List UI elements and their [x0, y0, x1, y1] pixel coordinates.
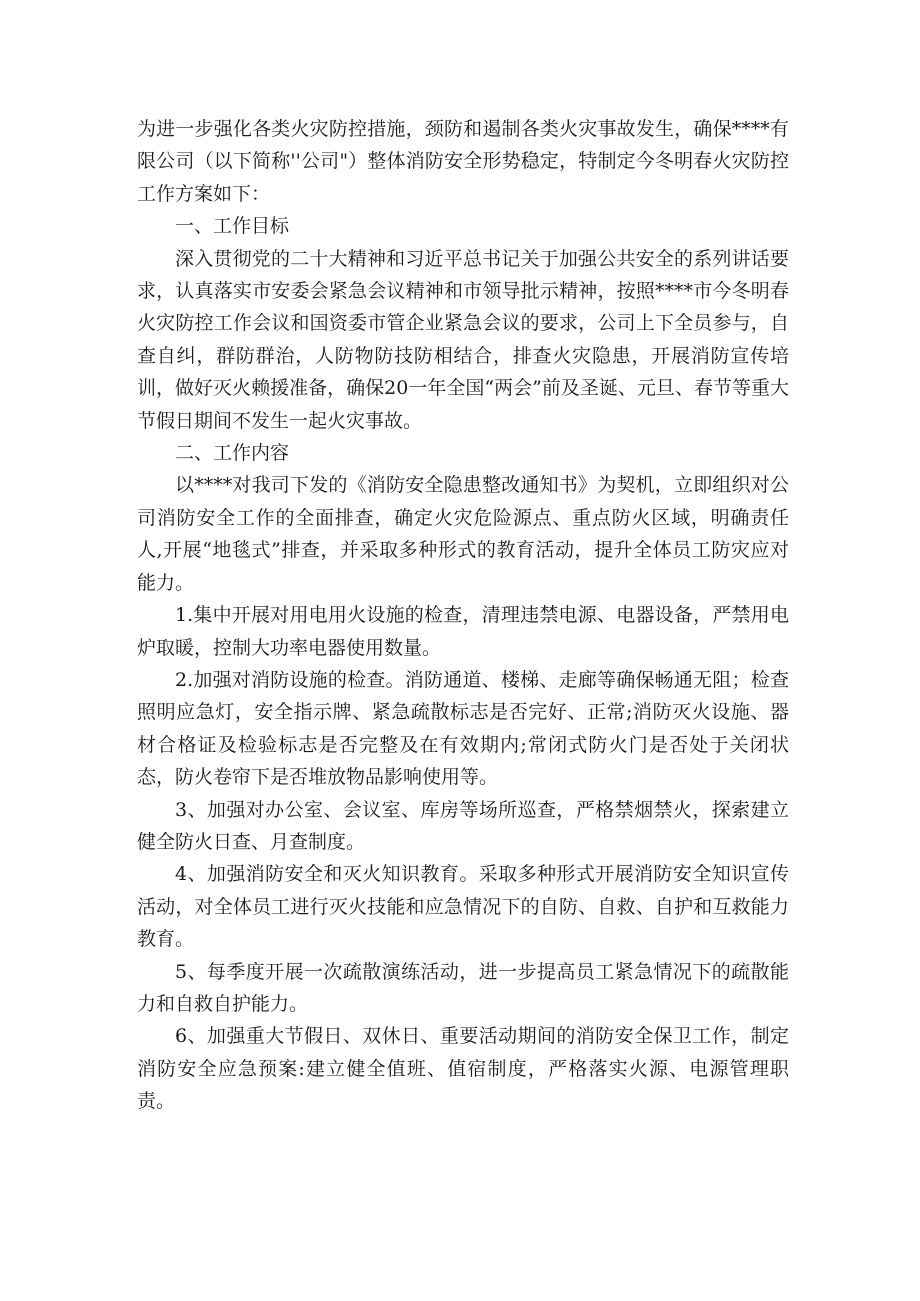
section-heading-goals: 一、工作目标: [175, 215, 290, 238]
item-1-paragraph: 1.集中开展对用电用火设施的检查，清理违禁电源、电器设备，严禁用电炉取暖，控制大功率电器使用数量。: [137, 604, 789, 659]
intro-paragraph: 为进一步强化各类火灾防控措施，颈防和遏制各类火灾事故发生，确保****有限公司（以下简称''公司"）整体消防安全形势稳定，特制定今冬明春火灾防控工作方案如下：: [137, 118, 789, 205]
item-6-paragraph: 6、加强重大节假日、双休日、重要活动期间的消防安全保卫工作，制定消防安全应急预案:建立健全值班、值宿制度，严格落实火源、电源管理职责。: [137, 1025, 789, 1113]
section-heading-content: 二、工作内容: [175, 442, 290, 465]
goals-paragraph: 深入贯彻党的二十大精神和习近平总书记关于加强公共安全的系列讲话要求，认真落实市安委会紧急会议精神和市领导批示精神，按照****市今冬明春火灾防控工作会议和国资委市管企业紧急会议的要求，公司上下全员参与，自查自纠，群防群治，人防物防技防相结合，排查火灾隐患，开展消防宣传培训，做好灭火赖援准备，确保20一年全国“两会”前及圣诞、元旦、春节等重大节假日期间不发生一起火灾事故。: [137, 247, 789, 432]
item-4-paragraph: 4、加强消防安全和灭火知识教育。采取多种形式开展消防安全知识宣传活动，对全体员工进行灭火技能和应急情况下的自防、自救、自护和互救能力教育。: [137, 863, 789, 951]
item-5-paragraph: 5、每季度开展一次疏散演练活动，进一步提高员工紧急情况下的疏散能力和自救自护能力。: [137, 960, 789, 1015]
document-body: [137, 113, 789, 1118]
item-2-paragraph: 2.加强对消防设施的检查。消防通道、楼梯、走廊等确保畅通无阻；检查照明应急灯，安全指示牌、紧急疏散标志是否完好、正常;消防灭火设施、器材合格证及检验标志是否完整及在有效期内;常闭式防火门是否处于关闭状态，防火卷帘下是否堆放物品影响使用等。: [137, 668, 789, 789]
content-paragraph: 以****对我司下发的《消防安全隐患整改通知书》为契机，立即组织对公司消防安全工作的全面排查，确定火灾危险源点、重点防火区域，明确责任人,开展“地毯式”排查，并采取多种形式的教育活动，提升全体员工防灾应对能力。: [137, 474, 789, 594]
item-3-paragraph: 3、加强对办公室、会议室、库房等场所巡查，严格禁烟禁火，探索建立健全防火日查、月查制度。: [137, 798, 789, 853]
